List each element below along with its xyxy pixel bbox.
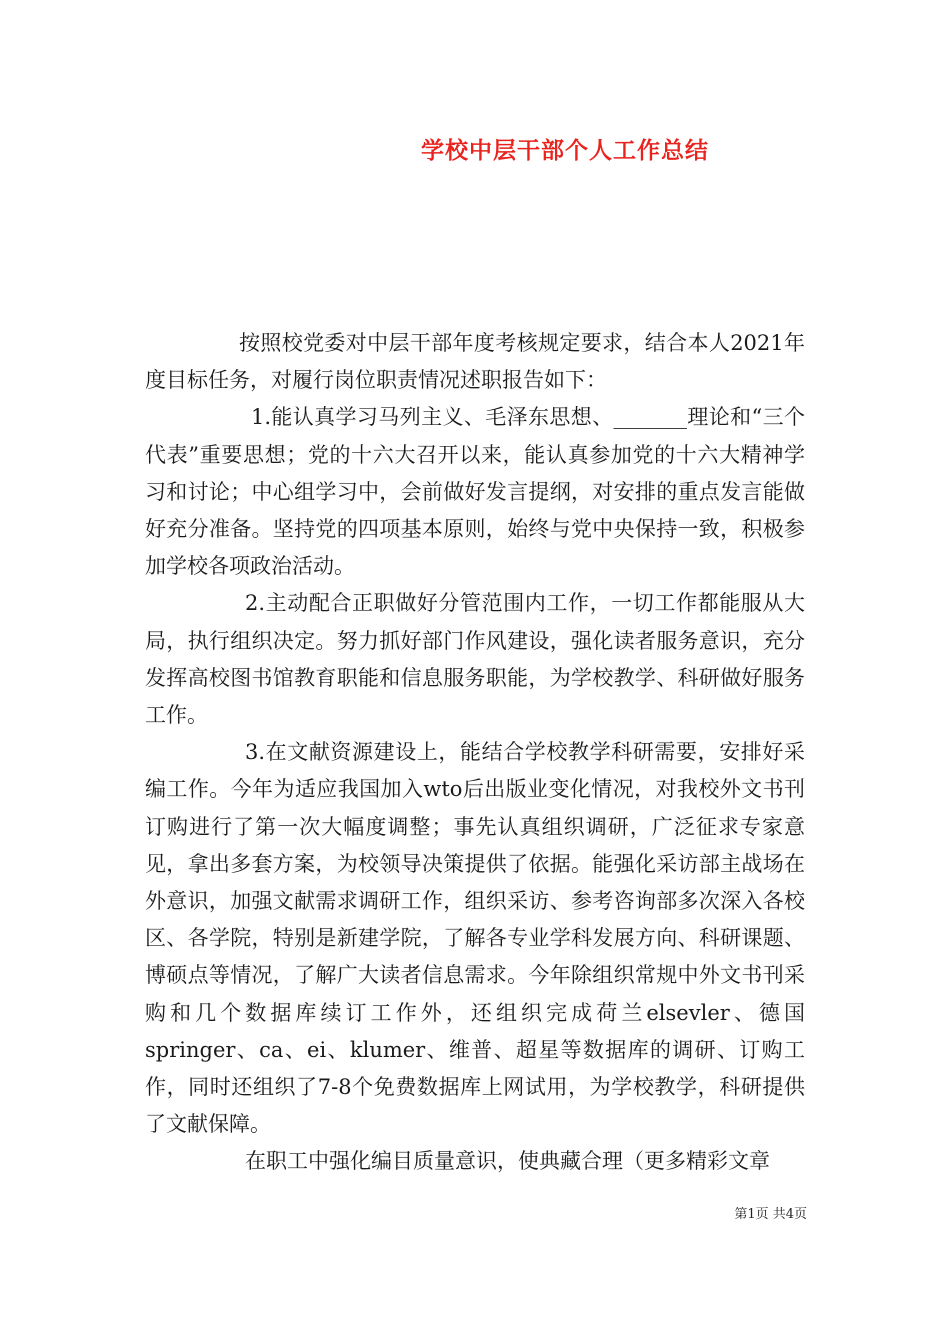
paragraph-item-1: 1.能认真学习马列主义、毛泽东思想、_______理论和“三个代表”重要思想；党的十六大召开以来，能认真参加党的十六大精神学习和讨论；中心组学习中，会前做好发言提纲，对安排的重点发言能做好充分准备。坚持党的四项基本原则，始终与党中央保持一致，积极参加学校各项政治活动。 bbox=[145, 405, 805, 579]
paragraph-item-2: 2.主动配合正职做好分管范围内工作，一切工作都能服从大局，执行组织决定。努力抓好部门作风建设，强化读者服务意识，充分发挥高校图书馆教育职能和信息服务职能，为学校教学、科研做好服务工作。 bbox=[145, 591, 805, 728]
paragraph-intro: 按照校党委对中层干部年度考核规定要求，结合本人2021年度目标任务，对履行岗位职责情况述职报告如下： bbox=[145, 331, 805, 393]
document-body bbox=[145, 325, 805, 1181]
paragraph-item-3: 3.在文献资源建设上，能结合学校教学科研需要，安排好采编工作。今年为适应我国加入wto后出版业变化情况，对我校外文书刊订购进行了第一次大幅度调整；事先认真组织调研，广泛征求专家意见，拿出多套方案，为校领导决策提供了依据。能强化采访部主战场在外意识，加强文献需求调研工作，组织采访、参考咨询部多次深入各校区、各学院，特别是新建学院，了解各专业学科发展方向、科研课题、博硕点等情况，了解广大读者信息需求。今年除组织常规中外文书刊采购和几个数据库续订工作外，还组织完成荷兰elsevler、德国springer、ca、ei、klumer、维普、超星等数据库的调研、订购工作，同时还组织了7-8个免费数据库上网试用，为学校教学，科研提供了文献保障。 bbox=[145, 740, 805, 1137]
document-title: 学校中层干部个人工作总结 bbox=[421, 138, 709, 164]
page-number-footer: 第1页 共4页 bbox=[734, 1207, 807, 1222]
paragraph-continued: 在职工中强化编目质量意识，使典藏合理（更多精彩文章 bbox=[245, 1149, 770, 1174]
